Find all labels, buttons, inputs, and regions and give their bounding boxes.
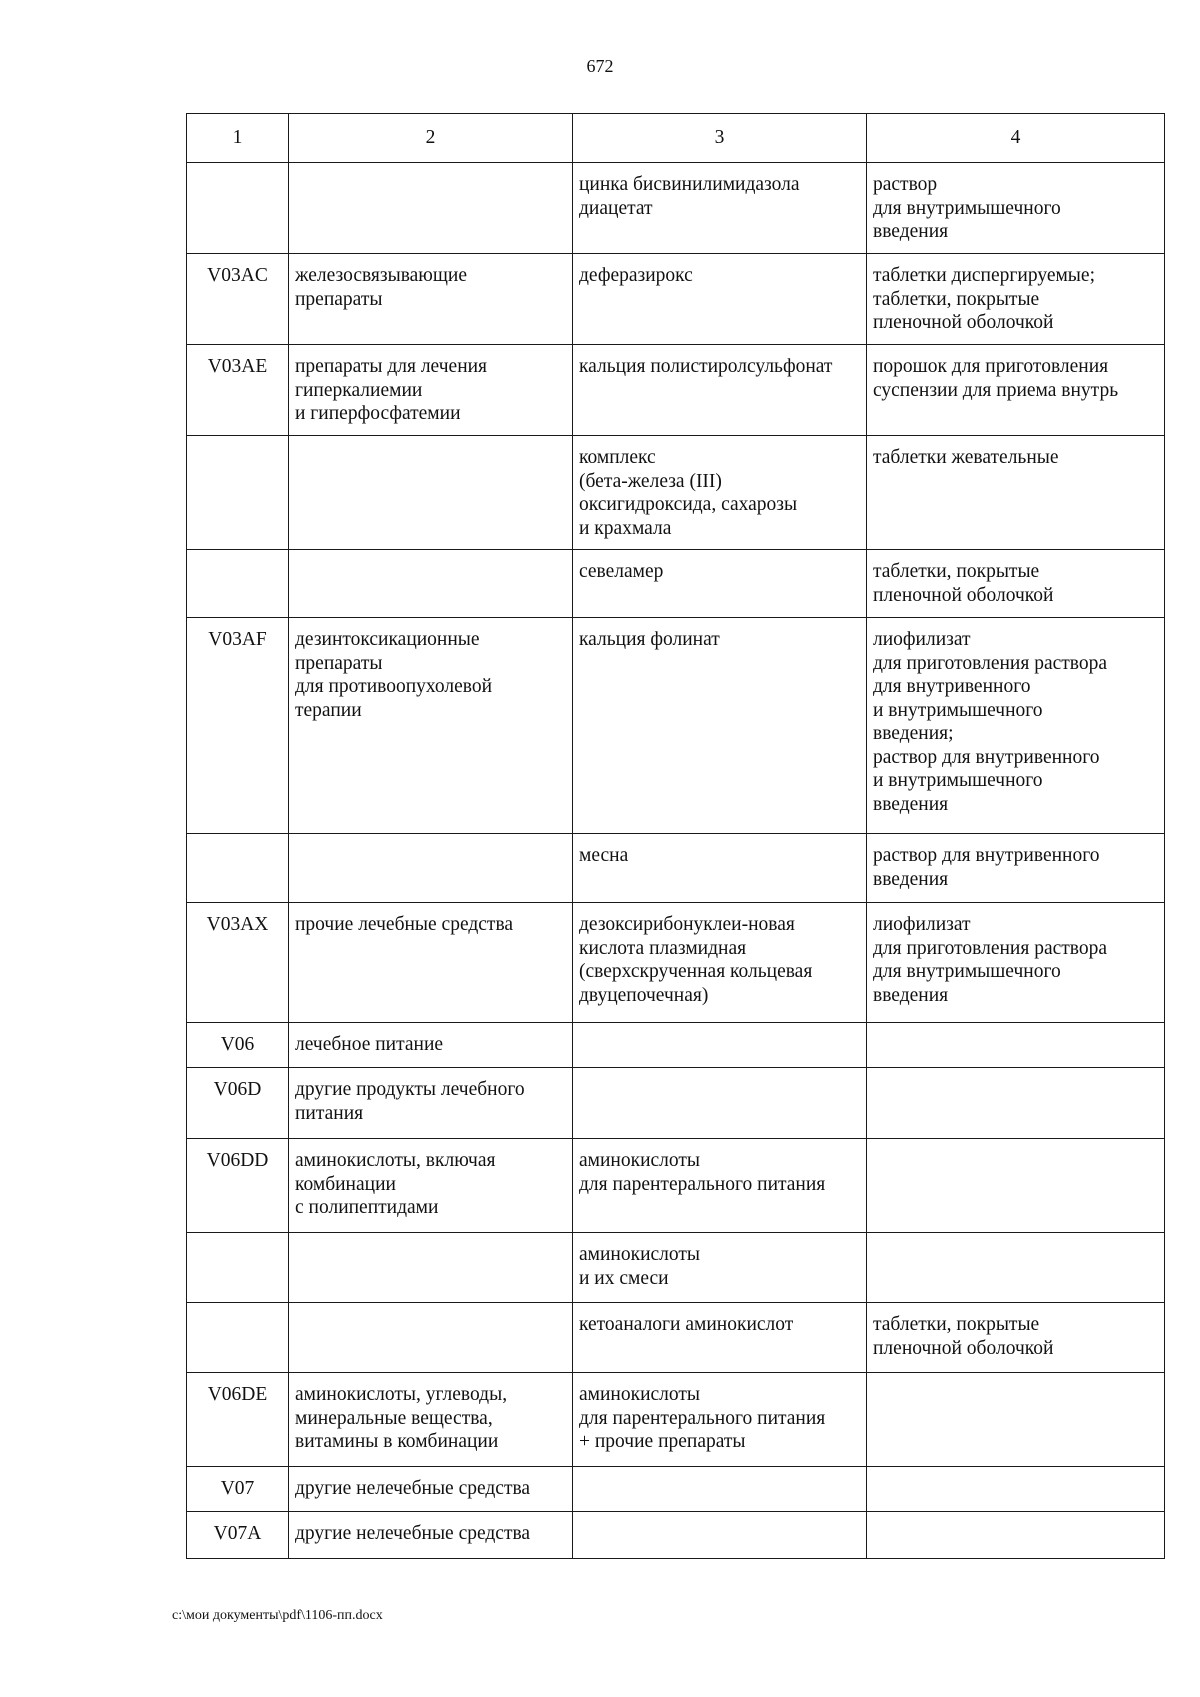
group-cell: аминокислоты, включая комбинации с полипептидами bbox=[289, 1139, 573, 1233]
group-cell bbox=[289, 1303, 573, 1373]
atc-code-cell bbox=[187, 1233, 289, 1303]
drug-name-cell: цинка бисвинилимидазола диацетат bbox=[573, 163, 867, 254]
drug-name-cell: комплекс (бета-железа (III) оксигидроксида, сахарозы и крахмала bbox=[573, 436, 867, 550]
group-cell: дезинтоксикационные препараты для противоопухолевой терапии bbox=[289, 618, 573, 834]
atc-code-cell: V03AE bbox=[187, 345, 289, 436]
group-cell: другие нелечебные средства bbox=[289, 1467, 573, 1512]
dosage-form-cell bbox=[867, 1467, 1165, 1512]
atc-code-cell: V06 bbox=[187, 1023, 289, 1068]
document-file-path: c:\мои документы\pdf\1106-пп.docx bbox=[172, 1608, 383, 1623]
dosage-form-cell bbox=[867, 1373, 1165, 1467]
dosage-form-cell bbox=[867, 1068, 1165, 1139]
drug-name-cell: аминокислоты и их смеси bbox=[573, 1233, 867, 1303]
group-cell: другие продукты лечебного питания bbox=[289, 1068, 573, 1139]
table-header-row bbox=[187, 114, 1165, 163]
dosage-form-cell bbox=[867, 1023, 1165, 1068]
dosage-form-cell: таблетки, покрытые пленочной оболочкой bbox=[867, 1303, 1165, 1373]
table-row bbox=[187, 550, 1165, 618]
column-header-1: 1 bbox=[187, 114, 289, 163]
drug-name-cell: аминокислоты для парентерального питания bbox=[573, 1139, 867, 1233]
dosage-form-cell: лиофилизат для приготовления раствора для внутримышечного введения bbox=[867, 903, 1165, 1023]
group-cell bbox=[289, 436, 573, 550]
table-row bbox=[187, 1233, 1165, 1303]
table-row bbox=[187, 618, 1165, 834]
group-cell: препараты для лечения гиперкалиемии и гиперфосфатемии bbox=[289, 345, 573, 436]
drug-name-cell bbox=[573, 1068, 867, 1139]
table-row bbox=[187, 834, 1165, 903]
table-row bbox=[187, 1467, 1165, 1512]
group-cell: прочие лечебные средства bbox=[289, 903, 573, 1023]
column-header-4: 4 bbox=[867, 114, 1165, 163]
atc-code-cell: V03AC bbox=[187, 254, 289, 345]
table-row bbox=[187, 1373, 1165, 1467]
drug-name-cell bbox=[573, 1023, 867, 1068]
drug-name-cell bbox=[573, 1512, 867, 1559]
drug-name-cell: кальция фолинат bbox=[573, 618, 867, 834]
table-row bbox=[187, 1512, 1165, 1559]
dosage-form-cell: порошок для приготовления суспензии для приема внутрь bbox=[867, 345, 1165, 436]
group-cell bbox=[289, 1233, 573, 1303]
atc-code-cell: V03AF bbox=[187, 618, 289, 834]
dosage-form-cell: таблетки, покрытые пленочной оболочкой bbox=[867, 550, 1165, 618]
dosage-form-cell bbox=[867, 1139, 1165, 1233]
page-number: 672 bbox=[586, 56, 614, 76]
drug-name-cell: севеламер bbox=[573, 550, 867, 618]
group-cell: железосвязывающие препараты bbox=[289, 254, 573, 345]
atc-code-cell bbox=[187, 436, 289, 550]
group-cell bbox=[289, 550, 573, 618]
atc-code-cell bbox=[187, 834, 289, 903]
table-row bbox=[187, 1068, 1165, 1139]
drug-name-cell: дезоксирибонуклеи-новая кислота плазмидная (сверхскрученная кольцевая двуцепочечная) bbox=[573, 903, 867, 1023]
table-row bbox=[187, 163, 1165, 254]
dosage-form-cell: раствор для внутримышечного введения bbox=[867, 163, 1165, 254]
atc-code-cell: V06DE bbox=[187, 1373, 289, 1467]
table-row bbox=[187, 1303, 1165, 1373]
dosage-form-cell: лиофилизат для приготовления раствора для внутривенного и внутримышечного введения; раствор для внутривенного и внутримышечного введения bbox=[867, 618, 1165, 834]
atc-code-cell bbox=[187, 550, 289, 618]
table-row bbox=[187, 345, 1165, 436]
group-cell bbox=[289, 834, 573, 903]
column-header-2: 2 bbox=[289, 114, 573, 163]
drug-name-cell: месна bbox=[573, 834, 867, 903]
atc-code-cell: V07 bbox=[187, 1467, 289, 1512]
atc-code-cell bbox=[187, 1303, 289, 1373]
drug-name-cell: деферазирокс bbox=[573, 254, 867, 345]
table-row bbox=[187, 254, 1165, 345]
table-row bbox=[187, 436, 1165, 550]
atc-code-cell bbox=[187, 163, 289, 254]
table-row bbox=[187, 1023, 1165, 1068]
dosage-form-cell: раствор для внутривенного введения bbox=[867, 834, 1165, 903]
dosage-form-cell bbox=[867, 1233, 1165, 1303]
dosage-form-cell: таблетки жевательные bbox=[867, 436, 1165, 550]
medication-table bbox=[186, 113, 1165, 1559]
atc-code-cell: V07A bbox=[187, 1512, 289, 1559]
drug-name-cell: кальция полистиролсульфонат bbox=[573, 345, 867, 436]
table-row bbox=[187, 903, 1165, 1023]
group-cell: лечебное питание bbox=[289, 1023, 573, 1068]
drug-name-cell bbox=[573, 1467, 867, 1512]
atc-code-cell: V06D bbox=[187, 1068, 289, 1139]
table-row bbox=[187, 1139, 1165, 1233]
atc-code-cell: V03AX bbox=[187, 903, 289, 1023]
dosage-form-cell bbox=[867, 1512, 1165, 1559]
dosage-form-cell: таблетки диспергируемые; таблетки, покрытые пленочной оболочкой bbox=[867, 254, 1165, 345]
atc-code-cell: V06DD bbox=[187, 1139, 289, 1233]
drug-name-cell: кетоаналоги аминокислот bbox=[573, 1303, 867, 1373]
group-cell: аминокислоты, углеводы, минеральные вещества, витамины в комбинации bbox=[289, 1373, 573, 1467]
group-cell: другие нелечебные средства bbox=[289, 1512, 573, 1559]
column-header-3: 3 bbox=[573, 114, 867, 163]
drug-name-cell: аминокислоты для парентерального питания + прочие препараты bbox=[573, 1373, 867, 1467]
group-cell bbox=[289, 163, 573, 254]
